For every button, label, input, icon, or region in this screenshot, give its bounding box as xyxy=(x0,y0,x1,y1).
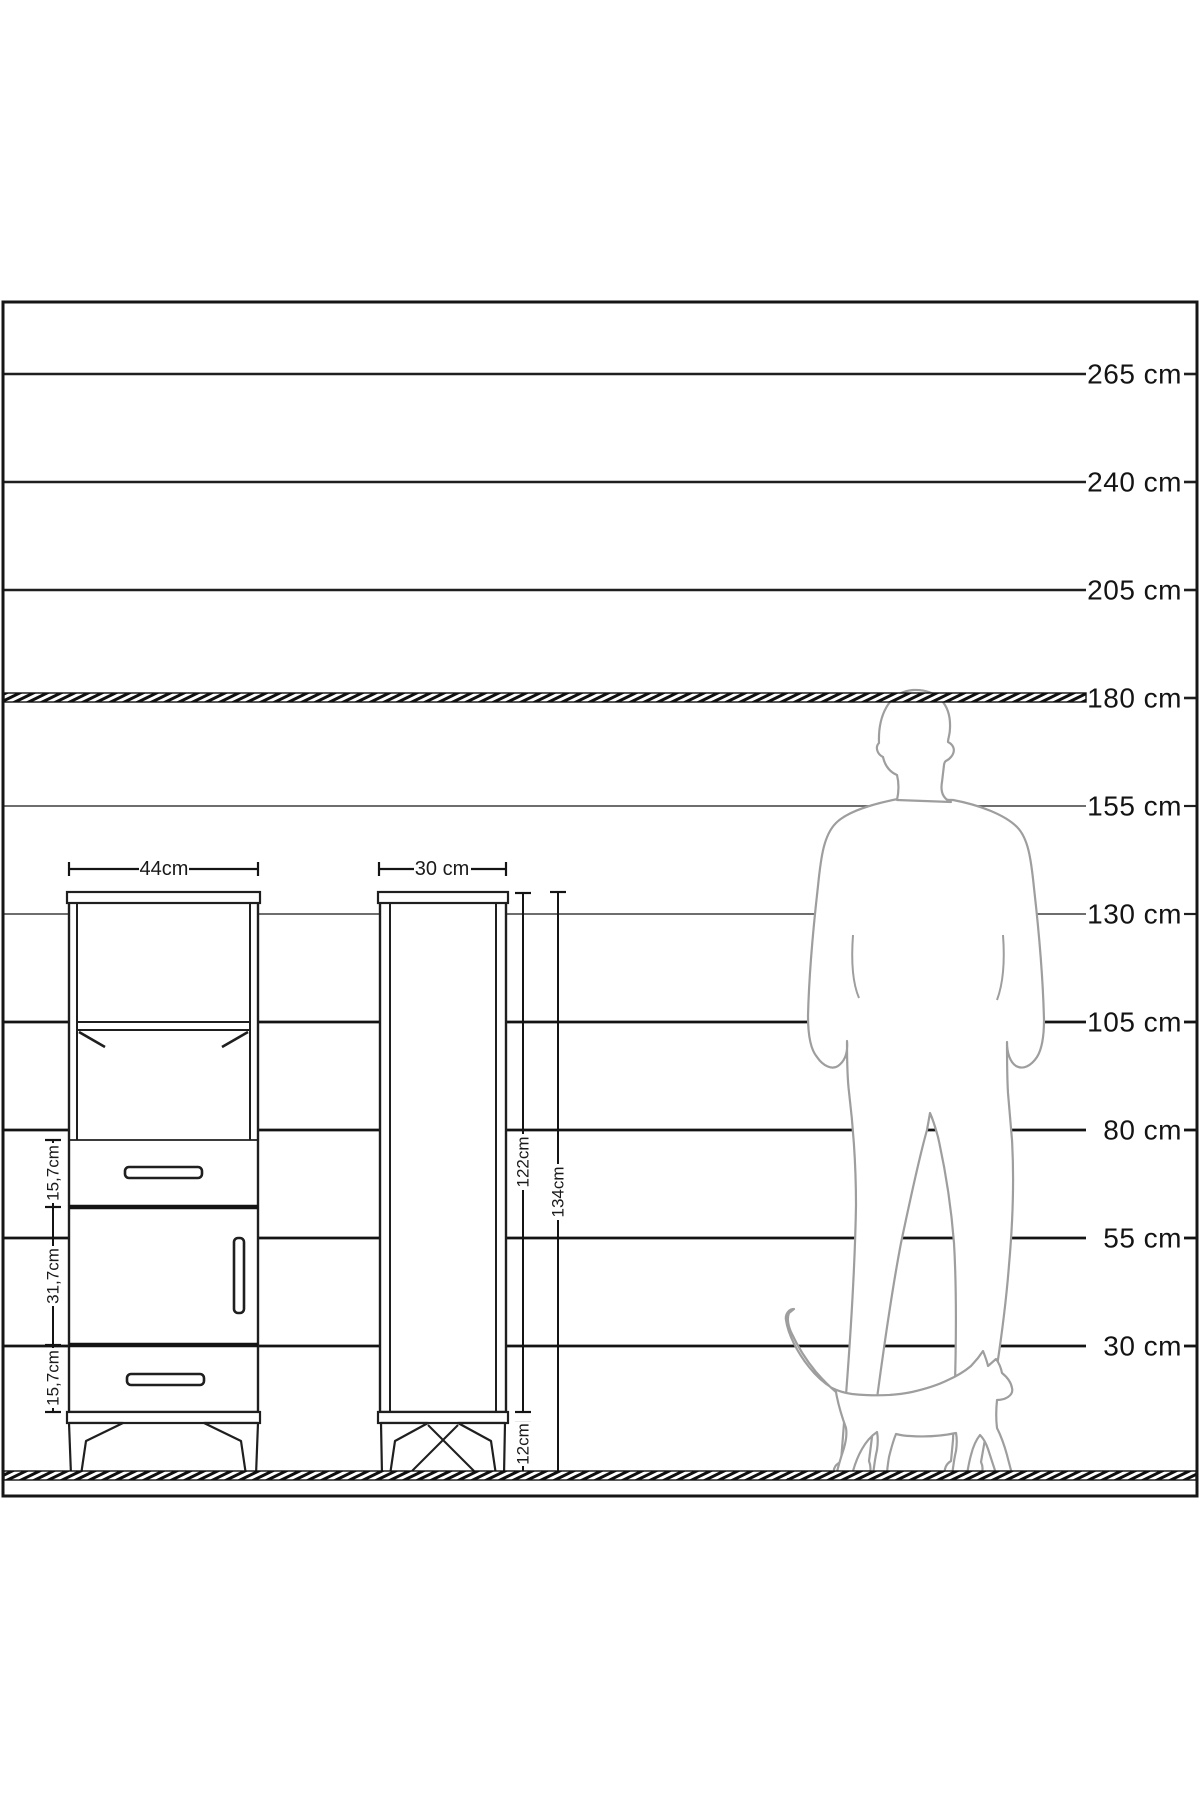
scale-label-155: 155 cm xyxy=(1087,790,1182,822)
scale-label-180: 180 cm xyxy=(1087,682,1182,714)
side-width-label: 30 cm xyxy=(414,858,470,880)
side-body xyxy=(380,902,506,1412)
bottom-drawer-height-label: 15,7cm xyxy=(43,1350,63,1406)
scale-label-240: 240 cm xyxy=(1087,466,1182,498)
leg-height-label: 12cm xyxy=(513,1423,533,1465)
front-width-label: 44cm xyxy=(139,858,189,880)
ceiling-height-line-180 xyxy=(4,693,1086,702)
scale-label-265: 265 cm xyxy=(1087,358,1182,390)
scale-label-205: 205 cm xyxy=(1087,574,1182,606)
scale-label-105: 105 cm xyxy=(1087,1006,1182,1038)
scale-label-30: 30 cm xyxy=(1103,1330,1182,1362)
top-drawer-handle xyxy=(125,1167,202,1178)
door-height-label: 31,7cm xyxy=(43,1248,63,1304)
body-height-label: 122cm xyxy=(513,1136,533,1188)
front-bottom-board xyxy=(67,1412,260,1423)
front-segment-dimensions xyxy=(43,1140,63,1412)
front-body xyxy=(69,902,258,1412)
side-view-cabinet xyxy=(378,892,508,1475)
ground-line xyxy=(4,1471,1196,1480)
front-top-board xyxy=(67,892,260,903)
scale-label-130: 130 cm xyxy=(1087,898,1182,930)
ground-hatch-band xyxy=(4,1471,1196,1480)
top-drawer-height-label: 15,7cm xyxy=(43,1145,63,1201)
front-view-cabinet xyxy=(67,892,260,1475)
side-top-board xyxy=(378,892,508,903)
scale-label-55: 55 cm xyxy=(1103,1222,1182,1254)
ceiling-hatch-band xyxy=(4,693,1086,702)
scale-label-80: 80 cm xyxy=(1103,1114,1182,1146)
total-height-label: 134cm xyxy=(548,1166,568,1218)
door-handle xyxy=(234,1238,244,1313)
side-bottom-board xyxy=(378,1412,508,1423)
front-shelf xyxy=(77,1022,250,1030)
bottom-drawer-handle xyxy=(127,1374,204,1385)
